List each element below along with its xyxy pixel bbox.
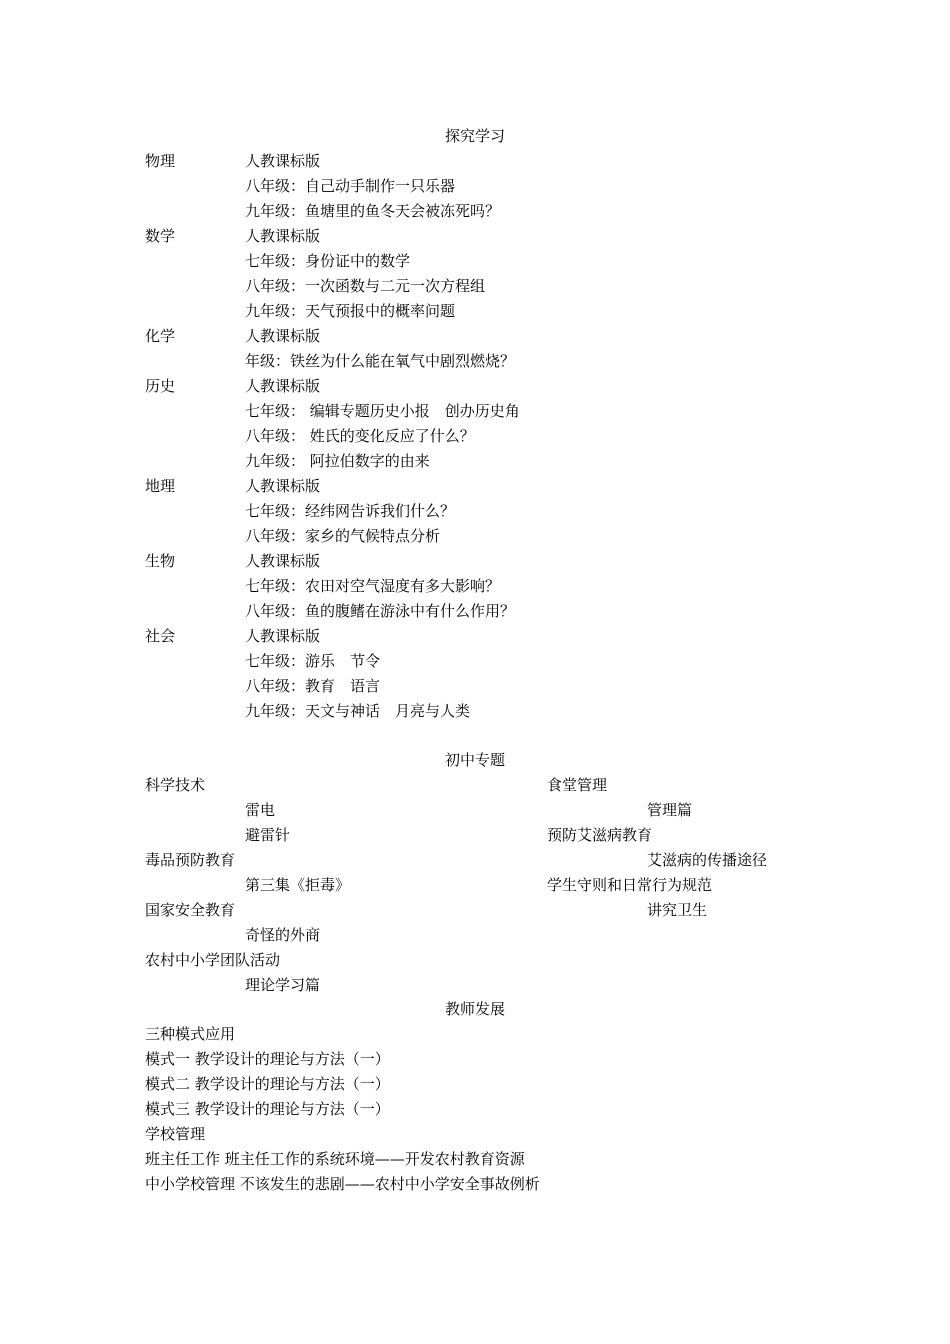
- topic-item: 九年级： 阿拉伯数字的由来: [245, 452, 430, 470]
- subject-biology: 生物: [145, 552, 176, 570]
- subject-chemistry: 化学: [145, 327, 176, 345]
- section-title-topics: 初中专题: [444, 751, 505, 769]
- text-line: 模式一 教学设计的理论与方法（一）: [145, 1050, 390, 1068]
- section-title-teacher-development: 教师发展: [444, 1000, 505, 1018]
- topic-item: 第三集《拒毒》: [245, 876, 351, 894]
- topic-item: 七年级：游乐 节令: [245, 652, 381, 670]
- topic-item: 八年级： 姓氏的变化反应了什么？: [245, 427, 475, 445]
- topic-item: 管理篇: [647, 801, 693, 819]
- topic-item: 理论学习篇: [245, 976, 321, 994]
- edition-label: 人教课标版: [245, 377, 321, 395]
- subject-society: 社会: [145, 627, 176, 645]
- topic-item: 八年级：一次函数与二元一次方程组: [245, 277, 486, 295]
- section-title-inquiry: 探究学习: [444, 127, 505, 145]
- subject-physics: 物理: [145, 152, 176, 170]
- edition-label: 人教课标版: [245, 152, 321, 170]
- topic-item: 八年级：家乡的气候特点分析: [245, 527, 441, 545]
- text-line: 三种模式应用: [145, 1025, 236, 1043]
- text-line: 模式二 教学设计的理论与方法（一）: [145, 1075, 390, 1093]
- subject-geography: 地理: [145, 477, 176, 495]
- topic-item: 年级：铁丝为什么能在氧气中剧烈燃烧？: [245, 352, 516, 370]
- topic-item: 七年级：农田对空气湿度有多大影响？: [245, 577, 501, 595]
- topic-item: 八年级：鱼的腹鳍在游泳中有什么作用？: [245, 602, 516, 620]
- edition-label: 人教课标版: [245, 552, 321, 570]
- edition-label: 人教课标版: [245, 627, 321, 645]
- subject-history: 历史: [145, 377, 176, 395]
- text-line: 班主任工作 班主任工作的系统环境——开发农村教育资源: [145, 1150, 525, 1168]
- subject-math: 数学: [145, 227, 176, 245]
- topic-heading: 学生守则和日常行为规范: [547, 876, 713, 894]
- topic-item: 八年级：自己动手制作一只乐器: [245, 177, 456, 195]
- topic-item: 九年级：天气预报中的概率问题: [245, 302, 456, 320]
- topic-item: 艾滋病的传播途径: [647, 851, 768, 869]
- topic-heading: 预防艾滋病教育: [547, 826, 653, 844]
- topic-heading: 国家安全教育: [145, 901, 236, 919]
- topic-item: 七年级： 编辑专题历史小报 创办历史角: [245, 402, 520, 420]
- text-line: 模式三 教学设计的理论与方法（一）: [145, 1100, 390, 1118]
- text-line: 学校管理: [145, 1125, 206, 1143]
- edition-label: 人教课标版: [245, 327, 321, 345]
- topic-heading: 毒品预防教育: [145, 851, 236, 869]
- topic-item: 九年级：鱼塘里的鱼冬天会被冻死吗？: [245, 202, 501, 220]
- topic-item: 八年级：教育 语言: [245, 677, 381, 695]
- topic-item: 七年级：经纬网告诉我们什么？: [245, 502, 456, 520]
- topic-item: 讲究卫生: [647, 901, 708, 919]
- topic-item: 奇怪的外商: [245, 926, 321, 944]
- topic-heading: 食堂管理: [547, 776, 608, 794]
- topic-heading: 科学技术: [145, 776, 206, 794]
- topic-item: 七年级：身份证中的数学: [245, 252, 411, 270]
- topic-heading: 农村中小学团队活动: [145, 951, 281, 969]
- text-line: 中小学校管理 不该发生的悲剧——农村中小学安全事故例析: [145, 1175, 540, 1193]
- topic-item: 九年级：天文与神话 月亮与人类: [245, 702, 471, 720]
- topic-item: 避雷针: [245, 826, 291, 844]
- edition-label: 人教课标版: [245, 227, 321, 245]
- edition-label: 人教课标版: [245, 477, 321, 495]
- topic-item: 雷电: [245, 801, 276, 819]
